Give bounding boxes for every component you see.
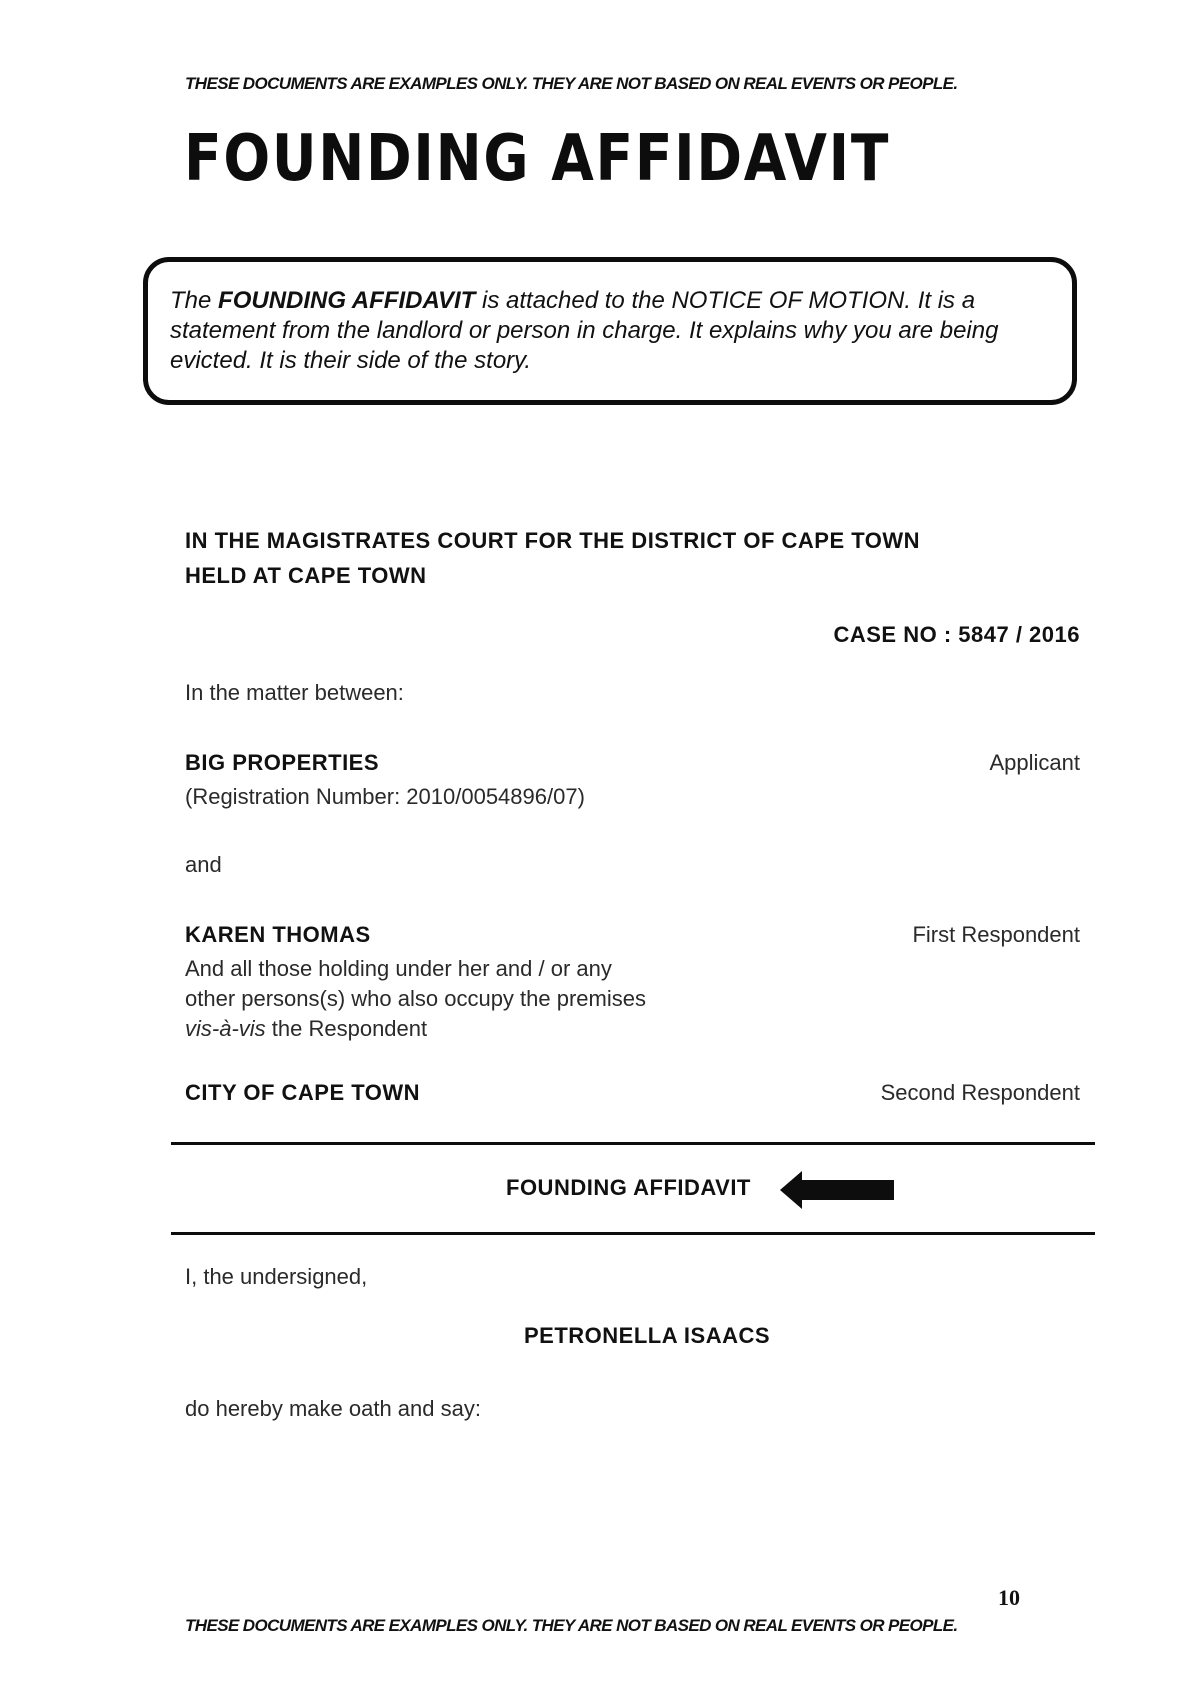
disclaimer-bottom: THESE DOCUMENTS ARE EXAMPLES ONLY. THEY ARE NOT BASED ON REAL EVENTS OR PEOPLE.	[185, 1616, 958, 1635]
second-respondent-name: CITY OF CAPE TOWN	[185, 1080, 421, 1105]
matter-between: In the matter between:	[185, 680, 404, 705]
section-heading: FOUNDING AFFIDAVIT	[506, 1175, 751, 1200]
page-title: FOUNDING AFFIDAVIT	[184, 122, 891, 196]
intro-text-2: is attached to the NOTICE OF MOTION. It is a statement from the landlord or person in charge. It explains why you are being evicted. It is their side of the story.	[170, 287, 999, 374]
vis-a-vis: vis-à-vis	[185, 1016, 266, 1041]
applicant-registration: (Registration Number: 2010/0054896/07)	[185, 784, 585, 809]
divider-top	[171, 1142, 1095, 1145]
intro-text-1: The	[170, 287, 219, 314]
disclaimer-top: THESE DOCUMENTS ARE EXAMPLES ONLY. THEY ARE NOT BASED ON REAL EVENTS OR PEOPLE.	[185, 74, 958, 93]
applicant-name: BIG PROPERTIES	[185, 750, 380, 775]
left-arrow-icon	[780, 1170, 896, 1210]
intro-text-bold: FOUNDING AFFIDAVIT	[218, 287, 476, 314]
page-number: 10	[998, 1585, 1020, 1610]
intro-text	[170, 286, 1060, 376]
first-respondent-desc-1: And all those holding under her and / or any	[185, 956, 612, 981]
first-respondent-desc-2: other persons(s) who also occupy the premises	[185, 986, 646, 1011]
court-line-1: IN THE MAGISTRATES COURT FOR THE DISTRICT OF CAPE TOWN	[185, 528, 921, 553]
second-respondent-role: Second Respondent	[880, 1080, 1080, 1105]
and-text: and	[185, 852, 222, 877]
divider-bottom	[171, 1232, 1095, 1235]
case-number: CASE NO : 5847 / 2016	[833, 622, 1080, 647]
applicant-role: Applicant	[989, 750, 1080, 775]
first-respondent-desc-3-rest: the Respondent	[265, 1016, 428, 1041]
court-line-2: HELD AT CAPE TOWN	[185, 563, 427, 588]
undersigned-text: I, the undersigned,	[185, 1264, 368, 1289]
first-respondent-desc-3	[185, 1016, 427, 1042]
first-respondent-role: First Respondent	[912, 922, 1080, 947]
oath-text: do hereby make oath and say:	[185, 1396, 481, 1421]
first-respondent-name: KAREN THOMAS	[185, 922, 371, 947]
deponent-name: PETRONELLA ISAACS	[524, 1323, 771, 1348]
